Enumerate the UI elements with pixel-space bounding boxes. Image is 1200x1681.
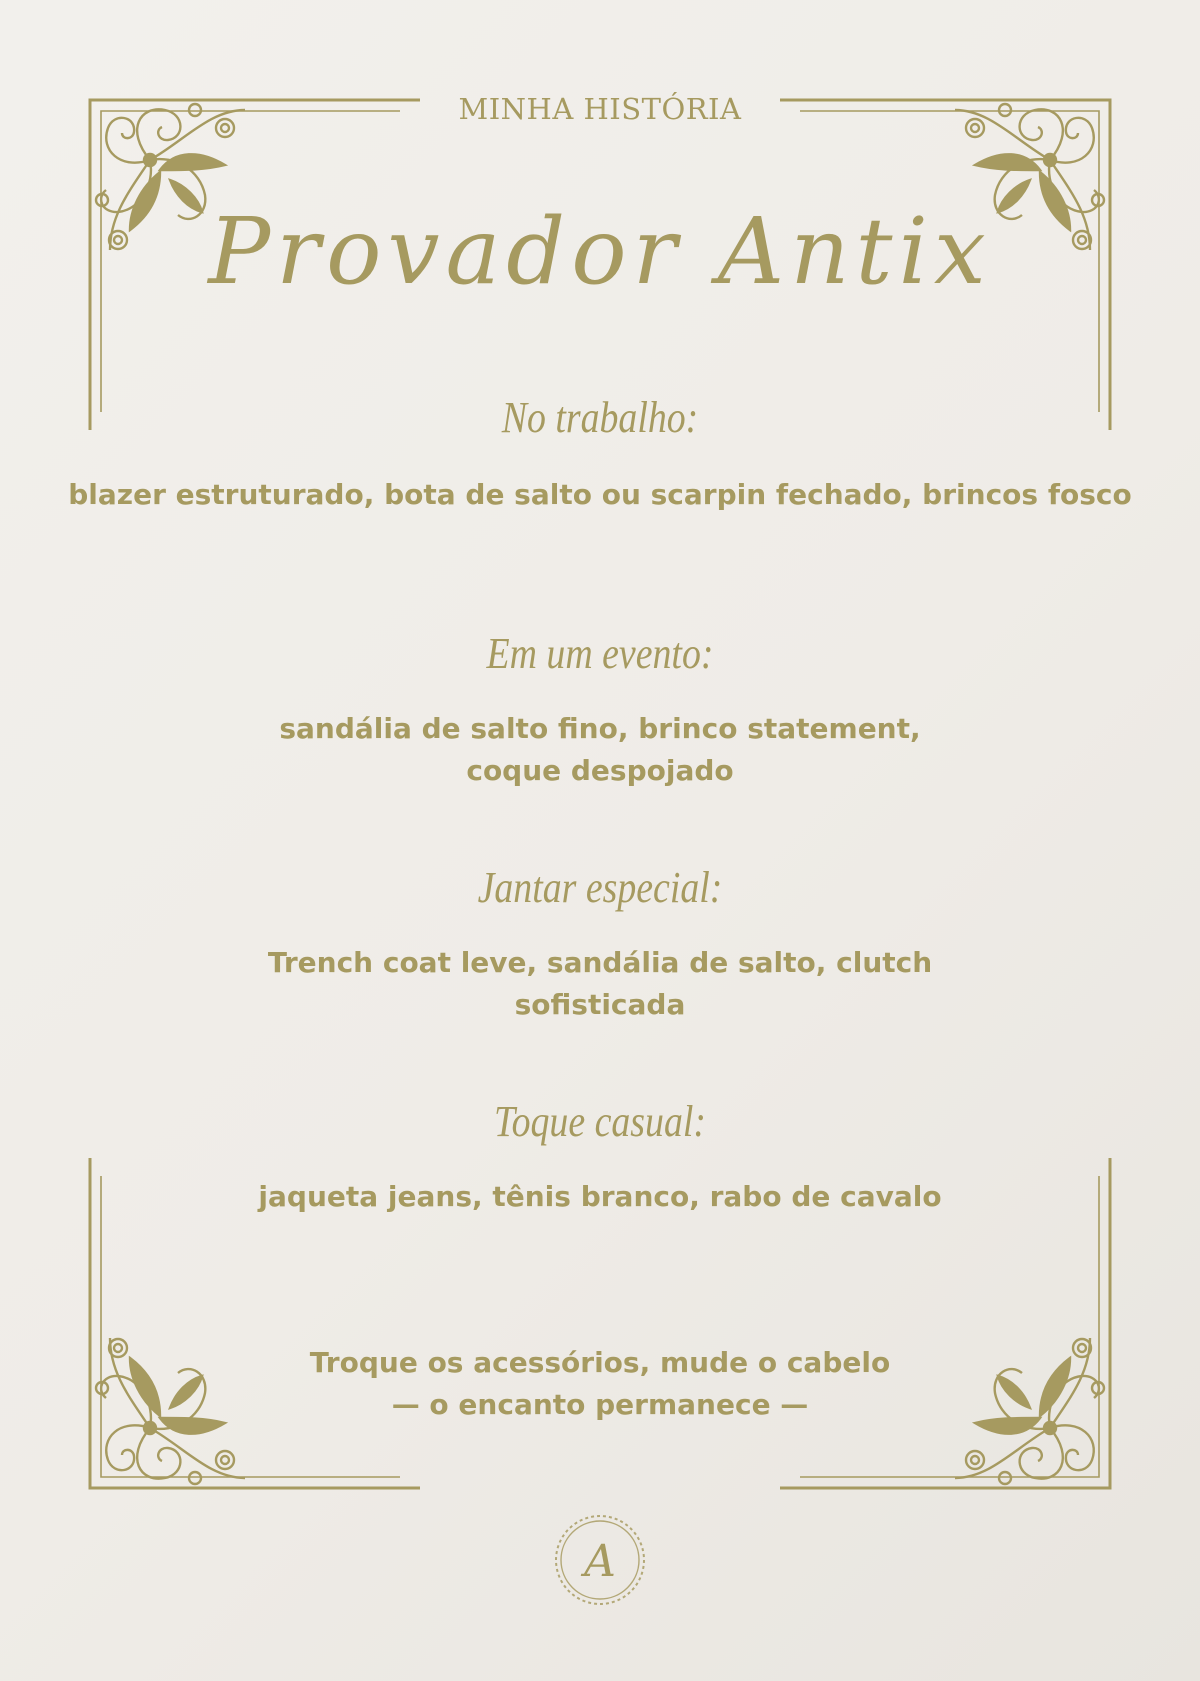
section-text-work: blazer estruturado, bota de salto ou scarpin fechado, brincos fosco bbox=[68, 478, 1132, 511]
section-heading-dinner: Jantar especial: bbox=[477, 863, 723, 912]
closing-line2: — o encanto permanece — bbox=[391, 1388, 809, 1421]
section-heading-casual: Toque casual: bbox=[494, 1097, 706, 1146]
section-text-event-line2: coque despojado bbox=[466, 754, 734, 787]
eyebrow-label: MINHA HISTÓRIA bbox=[458, 92, 742, 126]
section-text-event-line1: sandália de salto fino, brinco statement, bbox=[279, 712, 921, 745]
closing-text bbox=[60, 1342, 1140, 1426]
page-title: Provador Antix bbox=[208, 198, 992, 305]
section-text-casual: jaqueta jeans, tênis branco, rabo de cavalo bbox=[258, 1180, 942, 1213]
section-heading-event: Em um evento: bbox=[486, 629, 714, 678]
logo-monogram: A bbox=[584, 1536, 616, 1587]
closing-line1: Troque os acessórios, mude o cabelo bbox=[309, 1346, 891, 1379]
section-text-dinner bbox=[60, 942, 1140, 1026]
section-text-dinner-line2: sofisticada bbox=[514, 988, 686, 1021]
section-text-dinner-line1: Trench coat leve, sandália de salto, clutch bbox=[267, 946, 933, 979]
section-text-event bbox=[60, 708, 1140, 792]
monogram-logo-icon bbox=[552, 1512, 648, 1608]
section-heading-work: No trabalho: bbox=[501, 393, 699, 442]
